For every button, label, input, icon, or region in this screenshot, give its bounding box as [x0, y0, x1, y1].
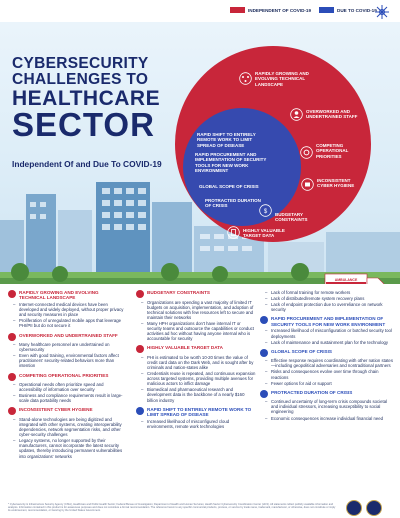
- section-duration: [260, 390, 394, 421]
- list-item: – Fewer options for aid or support: [271, 381, 394, 386]
- section-staff: [8, 333, 126, 369]
- network-icon: [239, 72, 252, 85]
- circle-item-global: GLOBAL SCOPE OF CRISIS: [199, 184, 259, 189]
- page-subtitle: Independent Of and Due To COVID-19: [12, 159, 162, 169]
- circle-item-landscape: RAPIDLY GROWING AND EVOLVING TECHNICAL LANDSCAPE: [255, 71, 309, 87]
- ambulance-illustration: [324, 270, 386, 284]
- list-item: – Operational needs often prioritize speed and accessibility of information over security: [19, 382, 126, 392]
- landscape-bullet-icon: [8, 290, 16, 298]
- list-item: – Effective response requires coordinating with other nation states—including geopolitical adversaries and nontraditional partners: [271, 358, 394, 368]
- agency-seals: [346, 500, 382, 516]
- section-title: OVERWORKED AND UNDERTRAINED STAFF: [19, 332, 118, 338]
- circle-item-procurement: RAPID PROCUREMENT AND IMPLEMENTATION OF SECURITY TOOLS FOR NEW WORK ENVIRONMENT: [195, 152, 267, 174]
- legend-independent-label: INDEPENDENT OF COVID-19: [248, 7, 312, 13]
- venn-diagram: [175, 46, 371, 242]
- staff-icon: [290, 108, 303, 121]
- title-line-2: CHALLENGES TO: [12, 71, 149, 88]
- title-line-4: SECTOR: [12, 106, 155, 143]
- section-title: BUDGETARY CONSTRAINTS: [147, 290, 210, 295]
- list-item: – Continued uncertainty of long-term crisis compounds societal and individual stressors, increasing susceptibility to social engineering: [271, 399, 394, 414]
- data-icon: [227, 226, 240, 239]
- section-title: RAPIDLY GROWING AND EVOLVING TECHNICAL LANDSCAPE: [19, 290, 99, 301]
- list-item: – Many HPH organizations don't have internal IT or security teams and outsource the capabilities or conduct activities ad hoc without having anyone internal who is accountable for security: [147, 321, 256, 341]
- list-item: – Economic consequences increase individual financial need: [271, 416, 394, 421]
- ambulance-label: AMBULANCE: [334, 278, 358, 282]
- svg-text:$: $: [263, 209, 268, 215]
- legend-swatch-red: [230, 7, 245, 13]
- legend-due-to: [319, 7, 377, 13]
- agency-seal-icon: [346, 500, 362, 516]
- network-logo-icon: [374, 4, 390, 20]
- budget-bullet-icon: [136, 290, 144, 298]
- circle-item-duration: PROTRACTED DURATION OF CRISIS: [205, 198, 261, 209]
- legend-due-to-label: DUE TO COVID-19: [337, 7, 377, 13]
- section-title: COMPETING OPERATIONAL PRIORITIES: [19, 372, 109, 378]
- circle-item-remote-work: RAPID SHIFT TO ENTIRELY REMOTE WORK TO LIMIT SPREAD OF DISEASE: [197, 132, 256, 148]
- hygiene-icon: [301, 178, 314, 191]
- section-title: GLOBAL SCOPE OF CRISIS: [271, 348, 332, 354]
- section-remote-work: [136, 407, 256, 429]
- laptop-bullet-icon: [136, 407, 144, 415]
- section-title: RAPID PROCUREMENT AND IMPLEMENTATION OF SECURITY TOOLS FOR NEW WORK ENVIRONMENT: [271, 316, 386, 327]
- legend-swatch-blue: [319, 7, 334, 13]
- title-line-1: CYBERSECURITY: [12, 55, 149, 72]
- list-item: – PHI is estimated to be worth 10-20 times the value of credit card data on the Dark Web, and is sought after by criminals and nation-states alike: [147, 355, 256, 370]
- circle-item-data: HIGHLY VALUABLE TARGET DATA: [243, 228, 285, 239]
- list-item: – Even with good training, environmental factors affect practitioners' security-related behaviors more than intention: [19, 353, 126, 368]
- section-landscape: [8, 290, 126, 329]
- section-title: RAPID SHIFT TO ENTIRELY REMOTE WORK TO LIMIT SPREAD OF DISEASE: [147, 406, 252, 417]
- legend: [230, 7, 377, 13]
- data-bullet-icon: [136, 345, 144, 353]
- list-item: – Lack of formal training for remote workers: [271, 290, 394, 295]
- legend-independent: [230, 7, 311, 13]
- hero-banner: [0, 22, 400, 284]
- list-item: – Stand-alone technologies are being digitized and integrated with other systems, creating interoperability dependencies, network segmentation risks, and other cyber-security challenges: [19, 417, 126, 437]
- circle-item-hygiene: INCONSISTENT CYBER HYGIENE: [317, 178, 355, 189]
- gears-icon: [300, 146, 313, 159]
- circle-item-staff: OVERWORKED AND UNDERTRAINED STAFF: [306, 109, 358, 120]
- section-title: PROTRACTED DURATION OF CRISIS: [271, 389, 353, 395]
- circle-item-budget: BUDGETARY CONSTRAINTS: [275, 212, 308, 223]
- hygiene-bullet-icon: [8, 407, 16, 415]
- section-hygiene: [8, 407, 126, 458]
- list-item: – Lack of endpoint protection due to overreliance on network security: [271, 302, 394, 312]
- list-item: – Lack of maintenance and sustainment plan for the technology: [271, 340, 394, 345]
- section-target-data: [136, 345, 256, 402]
- circle-item-priorities: COMPETING OPERATIONAL PRIORITIES: [316, 143, 349, 159]
- list-item: – Business and compliance requirements result in large-scale data portability needs: [19, 393, 126, 403]
- list-item: – Legacy systems, no longer supported by their manufacturers, cannot incorporate the latest security updates, thereby introducing permanent vulnerabilities into organizations' networks: [19, 438, 126, 458]
- section-global: [260, 349, 394, 386]
- section-title: INCONSISTENT CYBER HYGIENE: [19, 407, 93, 413]
- column-2: [136, 290, 256, 433]
- list-item: – Organizations are spending a vast majority of limited IT budgets on acquisition, implementation, and adoption of technical solutions with few resources left to secure and maintain their networks: [147, 300, 256, 320]
- section-remote-work-cont: [260, 290, 394, 312]
- agency-seal-icon: [366, 500, 382, 516]
- section-priorities: [8, 373, 126, 404]
- section-procurement: [260, 316, 394, 344]
- page-title: [12, 55, 202, 143]
- details-section: [0, 290, 400, 502]
- list-item: – Credentials reuse is repeated, and continuous expansion across targeted systems, providing multiple avenues for malicious actors to inflict damage: [147, 371, 256, 386]
- list-item: – Increased likelihood of misconfigured cloud environments, remote work technologies: [147, 419, 256, 429]
- clock-bullet-icon: [260, 390, 268, 398]
- globe-bullet-icon: [260, 349, 268, 357]
- list-item: – Proliferation of unregulated mobile apps that leverage PHI/PII but do not secure it: [19, 318, 126, 328]
- column-1: [8, 290, 126, 463]
- list-item: – Increased likelihood of misconfiguration or botched security tool deployments: [271, 328, 394, 338]
- list-item: – Internet-connected medical devices have been developed and widely deployed, without proper privacy and security measures in place: [19, 302, 126, 317]
- section-budget: [136, 290, 256, 341]
- column-3: [260, 290, 394, 425]
- staff-bullet-icon: [8, 333, 16, 341]
- section-title: HIGHLY VALUABLE TARGET DATA: [147, 345, 223, 351]
- priorities-bullet-icon: [8, 373, 16, 381]
- footer-disclaimer: * Cybersecurity & Infrastructure Security Agency (CISA), Healthcare and Public Health Sector; Federal Bureau of Investigation; Department of Health and Human Services; Health Sector Cybersecurity Coordination Center (HC3). All statements reflect publicly available information and analysis. Information contained in this product is for awareness purposes and does not constitute a formal recommendation. The reference herein to any specific commercial products, process, or service by trade name, trademark, manufacturer, or otherwise, does not constitute or imply its endorsement, recommendation, or favoring by the United States Government.: [8, 503, 336, 513]
- list-item: – Lack of distributed/remote system recovery plans: [271, 296, 394, 301]
- list-item: – Many healthcare personnel are undertrained on cybersecurity: [19, 342, 126, 352]
- list-item: – Risks and consequences evolve over time through chain reactions: [271, 369, 394, 379]
- list-item: – Biomedical and pharmaceutical research and development data is the backbone of a nearly $160 billion industry: [147, 387, 256, 402]
- shield-bullet-icon: [260, 316, 268, 324]
- title-line-3: HEALTHCARE: [12, 87, 161, 110]
